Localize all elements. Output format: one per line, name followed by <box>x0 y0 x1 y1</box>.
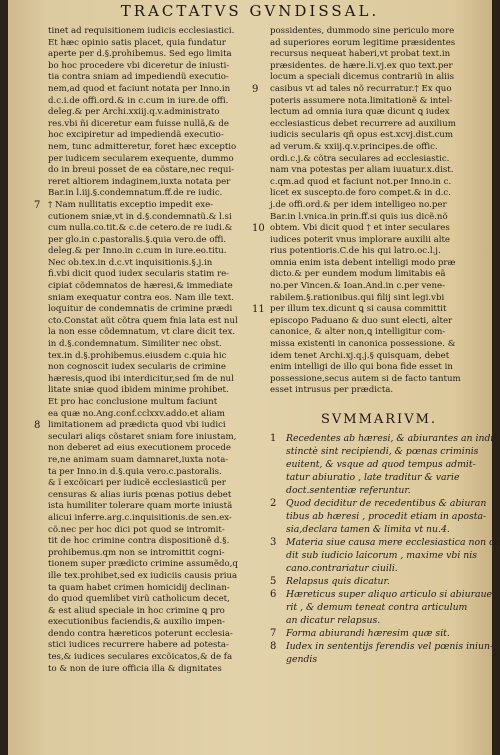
margin-number: 9 <box>252 83 259 95</box>
text-line <box>48 165 278 177</box>
line-text: Relapsus quis dicatur. <box>286 576 390 587</box>
line-text: idem tenet Archi.xj.q.j.§ quisquam, debet <box>270 350 450 361</box>
summary-title: SVMMARIVM. <box>320 412 438 427</box>
text-line <box>48 432 278 444</box>
text-line <box>270 188 488 200</box>
line-text: euitent, & vsque ad quod tempus admit- <box>286 459 476 470</box>
line-text: cano.contrariatur ciuili. <box>286 563 398 574</box>
line-text: ea quæ no.Ang.conf.cclxxv.addo.et aliam <box>48 408 225 419</box>
line-text: tes,& iudices seculares excõicatos,& de fa <box>48 652 233 663</box>
line-text: doct.sententiæ referuntur. <box>286 485 411 496</box>
text-line <box>270 293 488 305</box>
text-line <box>48 548 278 560</box>
line-text: nam vna potestas per aliam iuuatur.x.dist. <box>270 165 454 176</box>
line-text: alicui inferre.arg.c.inquisitionis.de sen.ex- <box>48 512 232 523</box>
text-line <box>48 467 278 479</box>
text-line <box>48 281 278 293</box>
text-line <box>48 293 278 305</box>
line-text: Bar.in l.vnica.in prin.ff.si quis ius dicẽ.nõ <box>270 211 448 222</box>
summary-line <box>270 575 490 588</box>
summary-line <box>286 601 490 614</box>
margin-number: 6 <box>270 589 277 600</box>
margin-number: 3 <box>270 537 277 548</box>
line-text: per glo.in c.pastoralis.§.quia vero.de offi. <box>48 234 227 245</box>
line-text: tia contra sniam ad impediendũ executio- <box>48 72 229 83</box>
line-text: non deberet ad eius executionem procede <box>48 443 231 454</box>
text-line <box>270 281 488 293</box>
summary-line <box>270 432 494 445</box>
text-line <box>48 235 278 247</box>
summary-line <box>286 484 490 497</box>
book-page <box>8 0 500 755</box>
line-text: loquitur de condemnatis de crimine prædi <box>48 304 233 315</box>
text-line <box>48 61 278 73</box>
line-text: obtem. Vbi dicit quod † et inter seculares <box>270 223 450 234</box>
line-text: c.qm.ad quod et faciunt not.per Inno.in c. <box>270 176 452 187</box>
text-line <box>270 165 488 177</box>
text-line <box>48 571 278 583</box>
line-text: fi.vbi dicit quod iudex secularis statim re- <box>48 269 230 280</box>
text-line <box>252 223 488 235</box>
summary-line <box>286 523 490 536</box>
text-line <box>48 606 278 618</box>
line-text: tatur abiuratio , late traditur & varie <box>286 472 460 483</box>
line-text: stici iudices recurrere habere ad potesta- <box>48 640 229 651</box>
text-line <box>48 374 278 386</box>
text-line <box>48 38 278 50</box>
line-text: missa existenti in canonica possessione. & <box>270 339 456 350</box>
text-line <box>270 351 488 363</box>
text-line <box>48 246 278 258</box>
summary-line <box>286 458 490 471</box>
line-text: ordi.c.j.& cõtra seculares ad ecclesiastic. <box>270 153 450 164</box>
line-text: Bar.in l.iij.§.condemnatum.ff.de re iudic. <box>48 188 223 199</box>
margin-number: 10 <box>252 223 265 235</box>
summary-line <box>270 627 490 640</box>
text-line <box>48 84 278 96</box>
text-line <box>48 385 278 397</box>
line-text: deleg.& per Archi.xxiij.q.v.administrato <box>48 107 220 118</box>
line-text: executionibus faciendis,& auxilio impen- <box>48 617 226 628</box>
line-text: Materia siue causa mere ecclesiastica non ca <box>286 537 500 548</box>
line-text: an dicatur relapsus. <box>286 615 381 626</box>
summary-line <box>270 588 493 601</box>
line-text: † Nam nullitatis exceptio impedit exe- <box>48 199 214 210</box>
line-text: per iudicem secularem exequente, dummo <box>48 153 234 164</box>
line-text: licet ex suscepto.de foro compet.& in d.c. <box>270 188 451 199</box>
line-text: tinet ad requisitionem iudicis ecclesiastici. <box>48 26 235 36</box>
line-text: rit , & demum teneat contra articulum <box>286 602 468 613</box>
summary-line <box>270 536 500 549</box>
text-line <box>48 409 278 421</box>
line-text: ad verum.& xxiij.q.v.principes.de offic. <box>270 141 438 152</box>
text-line <box>48 26 278 38</box>
text-line <box>48 339 278 351</box>
text-line <box>34 199 278 212</box>
line-text: do in breui posset de ea cõstare,nec requi- <box>48 165 235 176</box>
line-text: ille tex.prohibet,sed ex iudiciis causis priua <box>48 570 238 581</box>
text-line <box>48 455 278 467</box>
line-text: & ĩ excõicari per iudicẽ ecclesiasticũ per <box>48 478 226 489</box>
summary-line <box>270 640 494 653</box>
text-line <box>48 316 278 328</box>
summary-line <box>286 653 490 666</box>
text-line <box>48 559 278 571</box>
line-text: re,ne animam suam damnaret,iuxta nota- <box>48 454 229 465</box>
summary-line <box>286 614 490 627</box>
text-line <box>48 269 278 281</box>
text-line <box>48 525 278 537</box>
line-text: tex.in d.§.prohibemus.eiusdem c.quia hic <box>48 350 227 361</box>
line-text: casibus vt ad tales nõ recurratur.† Ex quo <box>270 83 452 94</box>
line-text: dicto.& per eundem modum limitabis eã <box>270 269 446 280</box>
text-line <box>48 583 278 595</box>
text-line <box>252 304 488 316</box>
line-text: tit de hoc crimine contra dispositionẽ d.§. <box>48 536 230 547</box>
line-text: recursus nequeat haberi,vt probat text.in <box>270 49 451 60</box>
text-line <box>270 235 488 247</box>
line-text: Recedentes ab hæresi, & abiurantes an indi <box>286 433 494 444</box>
line-text: non cognoscit iudex secularis de crimine <box>48 362 226 373</box>
text-line <box>270 385 488 397</box>
line-text: cõ.nec per hoc dici pot quod se intromit- <box>48 524 225 535</box>
text-line <box>48 536 278 548</box>
line-text: res.vbi ñi diceretur eam fuisse nullã,& de <box>48 118 229 129</box>
margin-number: 7 <box>270 628 277 639</box>
line-text: nem, tunc admitteretur, foret hæc exceptio <box>48 141 237 152</box>
text-line <box>48 501 278 513</box>
line-text: enim intelligi de illo qui bona fide esset in <box>270 362 453 373</box>
line-text: in d.§.condemnatum. Similiter nec obst. <box>48 339 222 350</box>
line-text: litate sniæ quod ibidem minime prohibet. <box>48 385 229 396</box>
line-text: bo hoc procedere vbi diceretur de iniusti- <box>48 60 230 71</box>
margin-number: 5 <box>270 576 277 587</box>
line-text: hæresis,quod ibi interdicitur,sed ſm de nul <box>48 373 234 384</box>
summary-line <box>286 562 490 575</box>
line-text: per illum tex.dicunt ꝗ si causa committit <box>270 304 447 315</box>
line-text: Forma abiurandi hæresim quæ sit. <box>286 628 450 639</box>
line-text: iudicis secularis qñ opus est.xcvj.dist.cum <box>270 130 454 141</box>
margin-number: 2 <box>270 498 277 509</box>
line-text: stinctè sint recipiendi, & pœnas criminis <box>286 446 479 457</box>
line-text: nem,ad quod et faciunt notata per Inno.in <box>48 83 231 94</box>
running-header: TRACTATVS GVNDISSAL. <box>120 2 380 20</box>
text-line <box>48 130 278 142</box>
text-line <box>270 339 488 351</box>
line-text: seculari aliqs cõstaret sniam fore iniustam, <box>48 431 237 442</box>
line-text: limitationem ad prædicta quod vbi iudici <box>48 420 226 431</box>
text-line <box>48 513 278 525</box>
line-text: possessione,secus autem si de facto tantum <box>270 373 461 384</box>
text-line <box>270 212 488 224</box>
text-line <box>48 49 278 61</box>
text-line <box>270 327 488 339</box>
text-line <box>270 26 488 38</box>
line-text: dit sub iudicio laicorum , maxime vbi nis <box>286 550 478 561</box>
text-line <box>48 351 278 363</box>
text-line <box>48 142 278 154</box>
line-text: Quod deciditur de recedentibus & abiuran <box>286 498 487 509</box>
text-line <box>270 38 488 50</box>
line-text: esset intrusus per prædicta. <box>270 385 394 396</box>
line-text: cipiat cõdemnatos de hæresi,& immediate <box>48 281 233 292</box>
left-text-column <box>34 26 278 675</box>
text-line <box>48 188 278 200</box>
text-line <box>48 397 278 409</box>
text-line <box>270 142 488 154</box>
line-text: tionem super prædicto crimine assumẽdo,q <box>48 559 238 570</box>
text-line <box>48 258 278 270</box>
text-line <box>48 212 278 224</box>
text-line <box>270 362 488 374</box>
text-line <box>270 107 488 119</box>
line-text: no.per Vincen.& Ioan.And.in c.per vene- <box>270 281 445 292</box>
line-text: ta quam habet crimen homicidij declinan- <box>48 582 230 593</box>
line-text: j.de offi.ord.& per idem intelligeo no.per <box>270 199 447 210</box>
text-line <box>34 420 278 432</box>
text-line <box>270 49 488 61</box>
text-line <box>270 130 488 142</box>
line-text: possidentes, dummodo sine periculo more <box>270 26 455 36</box>
line-text: la non esse cõdemnatum, vt clare dicit tex. <box>48 327 236 338</box>
line-text: lectum ad omnia iura quæ dicunt ꝗ iudex <box>270 107 450 118</box>
line-text: deleg.& per Inno.in c.cum in iure.eo.titu. <box>48 246 227 257</box>
right-text-column <box>252 26 488 397</box>
line-text: to & non de iure officia illa & dignitates <box>48 663 222 674</box>
line-text: ista humiliter tolerare quam morte iniustã <box>48 501 233 512</box>
line-text: prohibemus.qm non se intromittit cogni- <box>48 547 225 558</box>
summary-line <box>286 471 490 484</box>
text-line <box>48 223 278 235</box>
line-text: locum a speciali dicemus contrariũ in aliis <box>270 72 455 83</box>
line-text: censuras & alias iuris pœnas potius debet <box>48 489 232 500</box>
text-line <box>48 629 278 641</box>
line-text: cum nulla.co.tit.& c.de cetero.de re iudi.& <box>48 223 233 234</box>
line-text: do quod quemlibet virũ catholicum decet, <box>48 594 230 605</box>
text-line <box>270 258 488 270</box>
text-line <box>270 246 488 258</box>
text-line <box>48 107 278 119</box>
text-line <box>48 594 278 606</box>
line-text: poteris assumere nota.limitationẽ & intel- <box>270 95 453 106</box>
text-line <box>48 327 278 339</box>
line-text: præsidentes. de hære.li.vj.ex quo text.per <box>270 60 453 71</box>
summary-line <box>286 445 490 458</box>
text-line <box>270 154 488 166</box>
text-line <box>270 119 488 131</box>
text-line <box>270 61 488 73</box>
text-line <box>252 83 488 96</box>
margin-number: 1 <box>270 433 277 444</box>
line-text: omnia enim ista debent intelligi modo præ <box>270 257 456 268</box>
text-line <box>48 664 278 676</box>
line-text: ta per Inno.in d.§.quia vero.c.pastoralis. <box>48 466 222 477</box>
line-text: Nec ob.tex.in d.c.vt inquisitionis.§.j.in <box>48 257 213 268</box>
line-text: sia,declara tamen & limita vt nu.4. <box>286 524 450 535</box>
line-text: Hæreticus super aliquo articulo si abiuraue <box>286 589 493 600</box>
line-text: dendo contra hæreticos poterunt ecclesia- <box>48 628 233 639</box>
text-line <box>48 640 278 652</box>
summary-line <box>286 549 490 562</box>
summary-list <box>270 432 500 666</box>
line-text: & est aliud speciale in hoc crimine ꝗ pro <box>48 605 225 616</box>
text-line <box>48 304 278 316</box>
summary-line <box>286 510 490 523</box>
text-line <box>48 362 278 374</box>
text-line <box>270 177 488 189</box>
line-text: tibus ab hæresi , procedit etiam in aposta- <box>286 511 487 522</box>
text-line <box>48 652 278 664</box>
line-text: Et pro hac conclusione multum faciunt <box>48 397 218 407</box>
text-line <box>48 119 278 131</box>
text-line <box>270 374 488 386</box>
text-line <box>48 478 278 490</box>
text-line <box>48 96 278 108</box>
text-line <box>48 617 278 629</box>
text-line <box>48 177 278 189</box>
margin-number: 8 <box>270 641 277 652</box>
text-line <box>48 490 278 502</box>
line-text: hoc excipiretur ad impediendã executio- <box>48 130 224 141</box>
margin-number: 7 <box>34 199 41 211</box>
line-text: rabilem.§.rationibus.qui filij sint legi.vbi <box>270 292 445 303</box>
line-text: iudices poterit vnus implorare auxilii alte <box>270 234 451 245</box>
line-text: aperte per d.§.prohibemus. Sed ego limita <box>48 49 232 60</box>
line-text: gendis <box>286 654 318 665</box>
margin-number: 11 <box>252 304 265 316</box>
line-text: canonice, & alter non,ꝗ intelligitur com- <box>270 327 446 338</box>
line-text: rius potentioris.C.de his qui latro.oc.l.j. <box>270 246 441 257</box>
text-line <box>48 443 278 455</box>
line-text: reret altiorem indaginem,iuxta notata per <box>48 176 231 187</box>
text-line <box>270 200 488 212</box>
margin-number: 8 <box>34 420 41 432</box>
line-text: Iudex in sententijs ferendis vel pœnis iniun- <box>286 641 494 652</box>
summary-line <box>270 497 490 510</box>
text-line <box>270 72 488 84</box>
text-line <box>270 96 488 108</box>
text-line <box>270 316 488 328</box>
line-text: d.c.i.de offi.ord.& in c.cum in iure.de offi. <box>48 95 229 106</box>
text-line <box>48 72 278 84</box>
line-text: ad superiores eorum legitime præsidentes <box>270 37 456 48</box>
line-text: cutionem sniæ,vt in d.§.condemnatũ.& l.si <box>48 211 232 222</box>
text-line <box>270 269 488 281</box>
line-text: episcopo Paduano & duo sunt electi, alter <box>270 315 453 326</box>
line-text: cto.Constat aũt cõtra quem fnia lata est nul <box>48 315 238 326</box>
text-line <box>48 154 278 166</box>
line-text: sniam exequatur contra eos. Nam ille text. <box>48 292 234 303</box>
line-text: ecclesiasticus debet recurrere ad auxilium <box>270 118 456 129</box>
line-text: Et hæc opinio satis placet, quia fundatur <box>48 37 226 48</box>
